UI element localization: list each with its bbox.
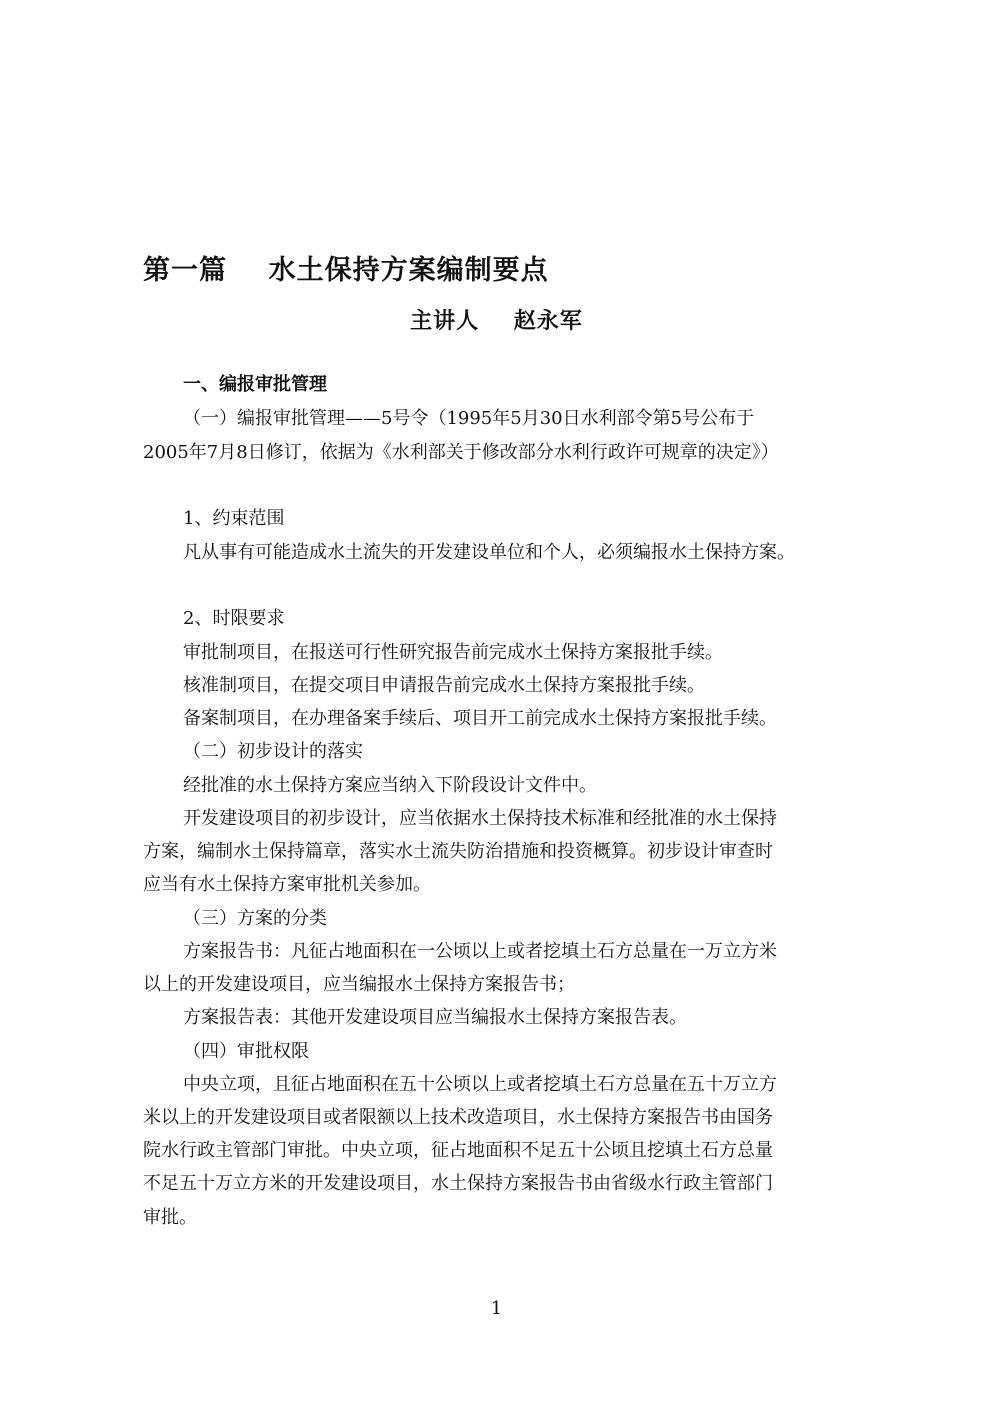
- page-number: 1: [490, 1298, 503, 1319]
- paragraph-line: （二）初步设计的落实: [183, 741, 363, 762]
- paragraph-line: 中央立项，且征占地面积在五十公顷以上或者挖填土石方总量在五十万立方: [183, 1074, 777, 1095]
- paragraph-line: 核准制项目，在提交项目申请报告前完成水土保持方案报批手续。: [183, 675, 705, 696]
- paragraph-line: 院水行政主管部门审批。中央立项，征占地面积不足五十公顷且挖填土石方总量: [143, 1140, 773, 1161]
- paragraph-line: 备案制项目，在办理备案手续后、项目开工前完成水土保持方案报批手续。: [183, 708, 777, 729]
- paragraph-line: （三）方案的分类: [183, 908, 327, 929]
- paragraph-line: 经批准的水土保持方案应当纳入下阶段设计文件中。: [183, 775, 597, 796]
- paragraph-line: 一、编报审批管理: [183, 374, 327, 395]
- paragraph-line: （一）编报审批管理——5号令（1995年5月30日水利部令第5号公布于: [183, 408, 755, 429]
- paragraph-line: 凡从事有可能造成水土流失的开发建设单位和个人，必须编报水土保持方案。: [183, 542, 795, 563]
- page-title: 第一篇 水土保持方案编制要点: [143, 255, 549, 286]
- paragraph-line: 以上的开发建设项目，应当编报水土保持方案报告书；: [143, 974, 575, 995]
- paragraph-line: 2005年7月8日修订，依据为《水利部关于修改部分水利行政许可规章的决定》）: [143, 442, 779, 463]
- paragraph-line: 方案，编制水土保持篇章，落实水土流失防治措施和投资概算。初步设计审查时: [143, 841, 773, 862]
- paragraph-line: 应当有水土保持方案审批机关参加。: [143, 874, 431, 895]
- paragraph-line: 不足五十万立方米的开发建设项目，水土保持方案报告书由省级水行政主管部门: [143, 1173, 773, 1194]
- paragraph-line: 1、约束范围: [183, 508, 285, 529]
- paragraph-line: 开发建设项目的初步设计，应当依据水土保持技术标准和经批准的水土保持: [183, 808, 777, 829]
- paragraph-line: 审批制项目，在报送可行性研究报告前完成水土保持方案报批手续。: [183, 642, 723, 663]
- paragraph-line: 审批。: [143, 1207, 197, 1228]
- paragraph-line: 米以上的开发建设项目或者限额以上技术改造项目，水土保持方案报告书由国务: [143, 1107, 773, 1128]
- lecturer-line: 主讲人 赵永军: [410, 308, 583, 334]
- paragraph-line: 方案报告表：其他开发建设项目应当编报水土保持方案报告表。: [183, 1007, 687, 1028]
- paragraph-line: 2、时限要求: [183, 608, 285, 629]
- paragraph-line: （四）审批权限: [183, 1041, 309, 1062]
- paragraph-line: 方案报告书：凡征占地面积在一公顷以上或者挖填土石方总量在一万立方米: [183, 941, 777, 962]
